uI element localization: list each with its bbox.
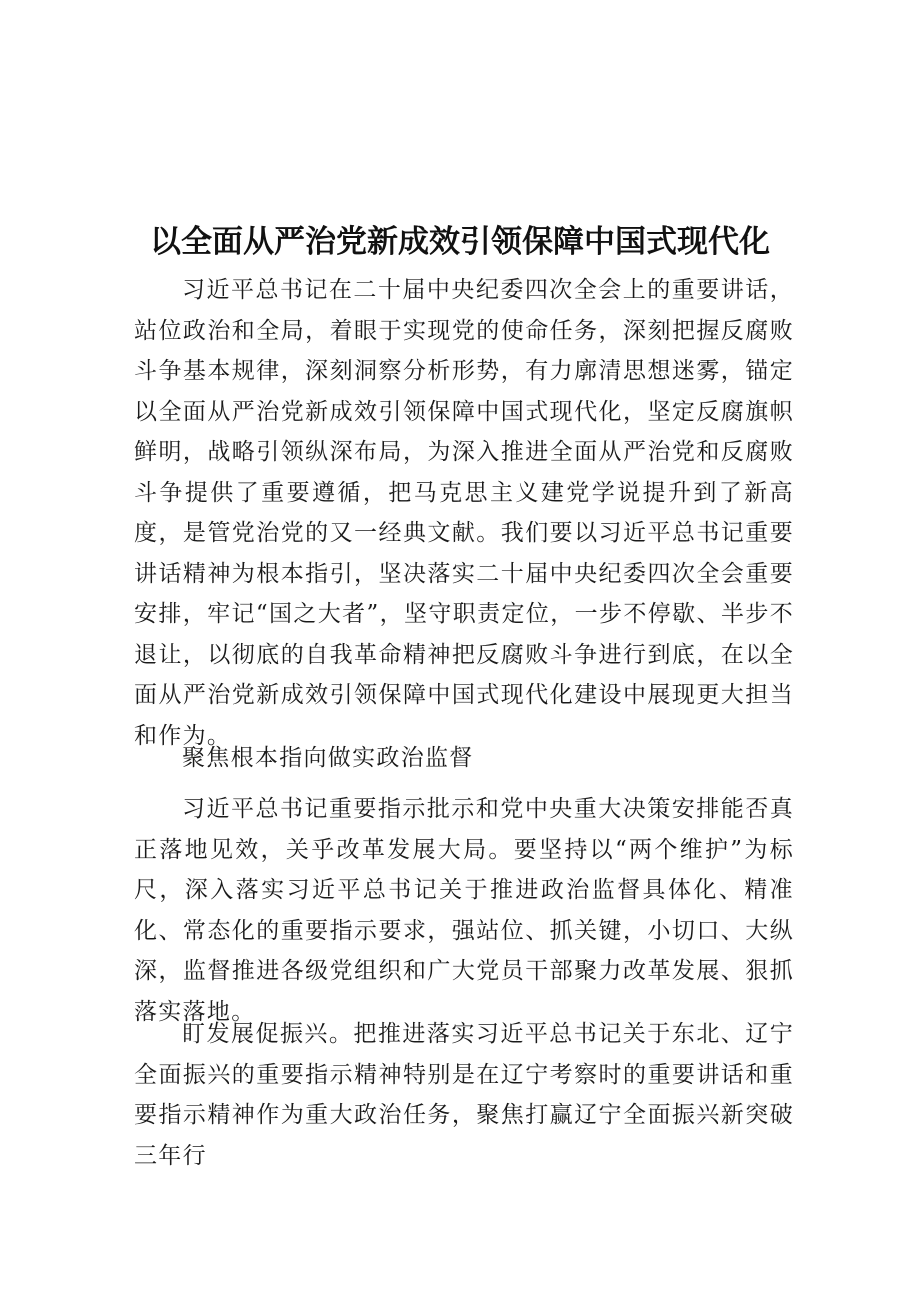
- paragraph-political-supervision: 习近平总书记重要指示批示和党中央重大决策安排能否真正落地见效，关乎改革发展大局。要坚持以“两个维护”为标尺，深入落实习近平总书记关于推进政治监督具体化、精准化、常态化的重要指示要求，强站位、抓关键，小切口、大纵深，监督推进各级党组织和广大党员干部聚力改革发展、狠抓落实落地。: [134, 796, 794, 1025]
- section-heading: 聚焦根本指向做实政治监督: [182, 745, 474, 771]
- paragraph-revitalization: 盯发展促振兴。把推进落实习近平总书记关于东北、辽宁全面振兴的重要指示精神特别是在辽宁考察时的重要讲话和重要指示精神作为重大政治任务，聚焦打赢辽宁全面振兴新突破三年行: [134, 1021, 794, 1169]
- paragraph-intro: 习近平总书记在二十届中央纪委四次全会上的重要讲话，站位政治和全局，着眼于实现党的使命任务，深刻把握反腐败斗争基本规律，深刻洞察分析形势，有力廓清思想迷雾，锚定以全面从严治党新成效引领保障中国式现代化，坚定反腐旗帜鲜明，战略引领纵深布局，为深入推进全面从严治党和反腐败斗争提供了重要遵循，把马克思主义建党学说提升到了新高度，是管党治党的又一经典文献。我们要以习近平总书记重要讲话精神为根本指引，坚决落实二十届中央纪委四次全会重要安排，牢记“国之大者”，坚守职责定位，一步不停歇、半步不退让，以彻底的自我革命精神把反腐败斗争进行到底，在以全面从严治党新成效引领保障中国式现代化建设中展现更大担当和作为。: [134, 277, 794, 749]
- document-title: 以全面从严治党新成效引领保障中国式现代化: [150, 224, 770, 260]
